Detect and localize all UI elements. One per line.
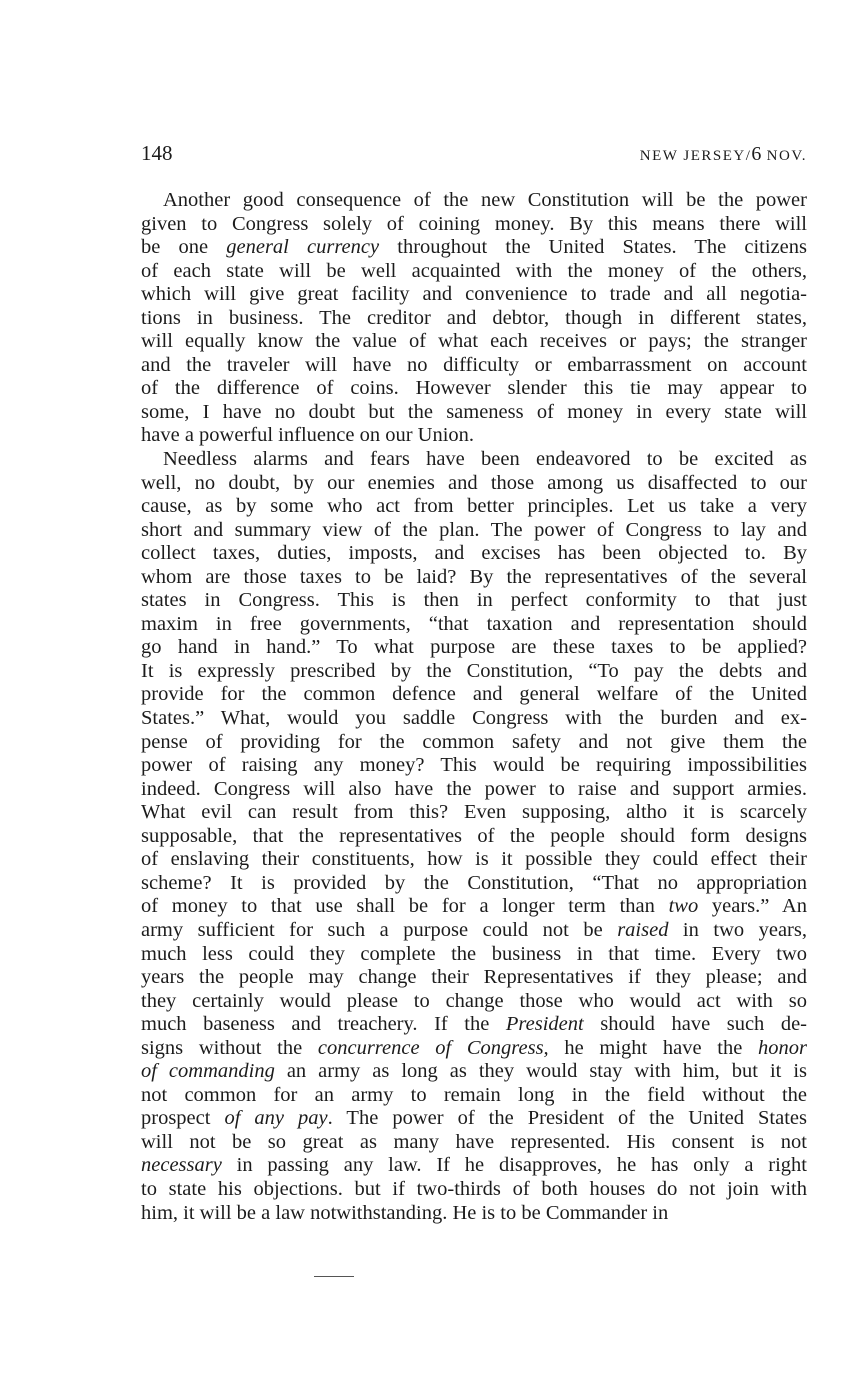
text-line <box>141 330 807 354</box>
italic-text: President <box>505 1013 584 1036</box>
text-run: collect taxes, duties, imposts, and excises has been objected to. By <box>141 542 807 565</box>
text-line <box>141 1060 807 1084</box>
text-run: not common for an army to remain long in the field without the <box>141 1083 807 1106</box>
italic-text: necessary <box>141 1154 222 1177</box>
text-line <box>141 307 807 331</box>
text-line <box>141 683 807 707</box>
text-run: prospect <box>141 1107 225 1130</box>
text-line <box>141 377 807 401</box>
text-line <box>141 495 807 519</box>
text-line <box>141 1131 807 1155</box>
text-run: him, it will be a law notwithstanding. He is to be Commander in <box>141 1201 669 1224</box>
text-line <box>141 778 807 802</box>
text-line <box>141 636 807 660</box>
text-run: maxim in free governments, “that taxation and representation should <box>141 612 807 635</box>
text-run: . The power of the President of the United States <box>327 1107 807 1130</box>
text-run: of the difference of coins. However slender this tie may appear to <box>141 377 807 400</box>
text-run: will equally know the value of what each receives or pays; the stranger <box>141 330 807 353</box>
italic-text: general currency <box>226 236 380 259</box>
text-run: an army as long as they would stay with him, but it is <box>274 1060 807 1083</box>
italic-text: concurrence of Congress, <box>317 1036 549 1059</box>
text-run: states in Congress. This is then in perfect conformity to that just <box>141 589 807 612</box>
text-line <box>141 919 807 943</box>
text-line <box>141 542 807 566</box>
text-run: pense of providing for the common safety and not give them the <box>141 730 807 753</box>
text-run: What evil can result from this? Even supposing, altho it is scarcely <box>141 801 807 824</box>
running-head <box>640 143 807 166</box>
text-line <box>141 1037 807 1061</box>
text-line <box>141 990 807 1014</box>
italic-text: of any pay <box>224 1107 328 1130</box>
text-run: years.” An <box>698 895 807 918</box>
text-run: power of raising any money? This would be requiring impossibilities <box>141 754 807 777</box>
text-run: in passing any law. If he disapproves, he has only a right <box>221 1154 807 1177</box>
text-line <box>141 872 807 896</box>
text-run: much less could they complete the business in that time. Every two <box>141 942 807 965</box>
text-run: to state his objections. but if two-thirds of both houses do not join with <box>141 1177 807 1200</box>
running-head-text: NEW JERSEY/ <box>639 148 752 164</box>
text-line <box>141 260 807 284</box>
text-run: Needless alarms and fears have been endeavored to be excited as <box>163 448 807 471</box>
text-run: It is expressly prescribed by the Constitution, “To pay the debts and <box>141 659 807 682</box>
text-run: much baseness and treachery. If the <box>141 1013 506 1036</box>
text-line <box>141 566 807 590</box>
text-line <box>141 1154 807 1178</box>
text-run: whom are those taxes to be laid? By the representatives of the several <box>141 565 807 588</box>
text-line <box>141 707 807 731</box>
italic-text: honor <box>758 1036 807 1059</box>
text-run: throughout the United States. The citizens <box>379 236 807 259</box>
text-line <box>141 754 807 778</box>
footer-rule <box>314 1276 354 1277</box>
running-header <box>141 141 807 169</box>
text-line <box>141 1084 807 1108</box>
text-run: States.” What, would you saddle Congress with the burden and ex- <box>141 707 807 730</box>
text-line <box>141 401 807 425</box>
text-line <box>141 472 807 496</box>
paragraph <box>141 189 807 448</box>
text-run: Another good consequence of the new Constitution will be the power <box>163 189 807 211</box>
text-run: cause, as by some who act from better principles. Let us take a very <box>141 495 807 518</box>
text-run: given to Congress solely of coining money. By this means there will <box>141 212 807 235</box>
text-line <box>141 189 807 213</box>
body-text <box>141 189 807 1225</box>
text-line <box>141 519 807 543</box>
text-run: will not be so great as many have represented. His consent is not <box>141 1130 807 1153</box>
text-run: some, I have no doubt but the sameness of money in every state will <box>141 400 807 423</box>
text-run: scheme? It is provided by the Constitution, “That no appropriation <box>141 871 807 894</box>
text-run: should have such de- <box>583 1013 807 1036</box>
italic-text: raised <box>617 918 669 941</box>
running-head-date: 6 <box>751 143 762 165</box>
text-run: be one <box>141 236 227 259</box>
text-run: indeed. Congress will also have the power to raise and support armies. <box>141 777 807 800</box>
text-run: have a powerful influence on our Union. <box>141 424 475 447</box>
text-run: short and summary view of the plan. The power of Congress to lay and <box>141 518 807 541</box>
italic-text: two <box>668 895 699 918</box>
text-line <box>141 1202 807 1226</box>
text-line <box>141 424 807 448</box>
text-line <box>141 825 807 849</box>
text-run: signs without the <box>141 1036 318 1059</box>
text-line <box>141 213 807 237</box>
text-line <box>141 895 807 919</box>
text-line <box>141 283 807 307</box>
text-line <box>141 1013 807 1037</box>
text-line <box>141 731 807 755</box>
text-line <box>141 1107 807 1131</box>
text-line <box>141 354 807 378</box>
text-run: years the people may change their Representatives if they please; and <box>141 966 807 989</box>
page-number: 148 <box>141 141 173 165</box>
text-run: go hand in hand.” To what purpose are these taxes to be applied? <box>141 636 807 659</box>
text-run: supposable, that the representatives of the people should form designs <box>141 824 807 847</box>
text-line <box>141 589 807 613</box>
text-run: of money to that use shall be for a longer term than <box>141 895 669 918</box>
text-run: which will give great facility and convenience to trade and all negotia- <box>141 283 807 306</box>
text-line <box>141 660 807 684</box>
text-run: he might have the <box>548 1036 758 1059</box>
text-run: of each state will be well acquainted with the money of the others, <box>141 259 807 282</box>
text-line <box>141 801 807 825</box>
text-run: they certainly would please to change those who would act with so <box>141 989 807 1012</box>
italic-text: of commanding <box>141 1060 275 1083</box>
text-line <box>141 1178 807 1202</box>
text-line <box>141 613 807 637</box>
text-run: tions in business. The creditor and debtor, though in different states, <box>141 306 807 329</box>
text-run: provide for the common defence and general welfare of the United <box>141 683 807 706</box>
running-head-month: NOV. <box>761 148 807 164</box>
text-run: of enslaving their constituents, how is it possible they could effect their <box>141 848 807 871</box>
text-line <box>141 966 807 990</box>
text-line <box>141 943 807 967</box>
text-run: army sufficient for such a purpose could not be <box>141 918 618 941</box>
text-run: in two years, <box>668 918 807 941</box>
text-line <box>141 448 807 472</box>
paragraph <box>141 448 807 1225</box>
text-run: and the traveler will have no difficulty or embarrassment on account <box>141 353 807 376</box>
text-run: well, no doubt, by our enemies and those among us disaffected to our <box>141 471 807 494</box>
text-line <box>141 236 807 260</box>
text-line <box>141 848 807 872</box>
